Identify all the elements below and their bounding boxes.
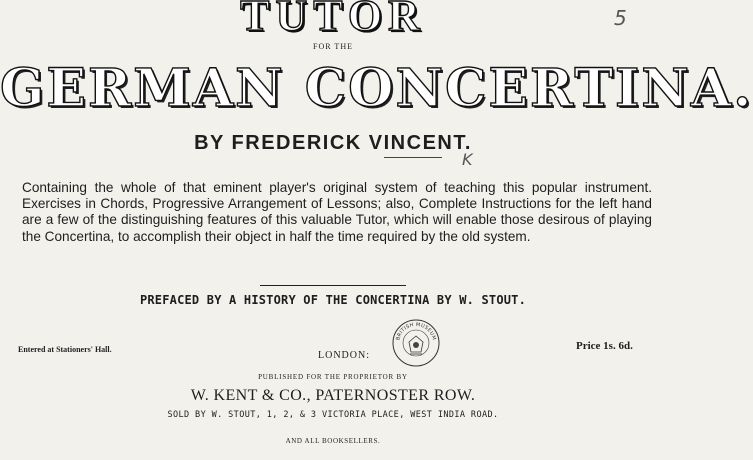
title-tutor: TUTOR	[240, 0, 426, 40]
description-paragraph: Containing the whole of that eminent player's original system of teaching this popular instrument. Exercises in Chords, Progressive Arrangement of Lessons; also, Complete Instructions for the left hand are a few of the distinguishing features of this valuable Tutor, which will enable those desirous of playing the Concertina, to accomplish their object in half the time required by the old system.	[22, 180, 652, 244]
publisher-line: W. KENT & CO., PATERNOSTER ROW.	[190, 387, 476, 404]
booksellers-line: AND ALL BOOKSELLERS.	[285, 437, 381, 445]
stationers-hall-note: Entered at Stationers' Hall.	[18, 345, 112, 354]
title-german-concertina: GERMAN CONCERTINA.	[0, 58, 753, 119]
prefaced-line: PREFACED BY A HISTORY OF THE CONCERTINA BY W. STOUT.	[139, 293, 527, 307]
handwritten-underline	[384, 157, 442, 158]
london-label: LONDON:	[318, 350, 370, 361]
author-line: BY FREDERICK VINCENT.	[194, 132, 472, 154]
price-label: Price 1s. 6d.	[576, 340, 633, 352]
svg-text:BRITISH MUSEUM: BRITISH MUSEUM	[395, 321, 437, 342]
divider-rule	[260, 285, 406, 286]
title-connector: FOR THE	[313, 42, 353, 51]
handwritten-page-number: 5	[614, 6, 627, 30]
british-museum-stamp	[391, 318, 441, 368]
sold-by-line: SOLD BY W. STOUT, 1, 2, & 3 VICTORIA PLACE, WEST INDIA ROAD.	[167, 410, 499, 420]
published-for-line: PUBLISHED FOR THE PROPRIETOR BY	[258, 373, 408, 381]
handwritten-mark: K	[462, 150, 473, 169]
